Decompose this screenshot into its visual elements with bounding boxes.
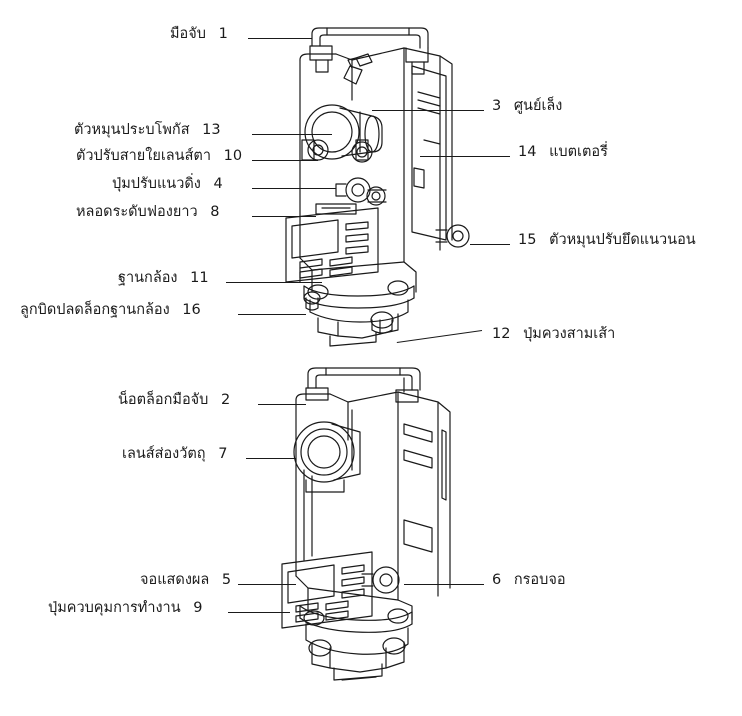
callout-horizontal-tangent-screw <box>518 232 696 249</box>
callout-sighting-number: 3 <box>492 98 502 114</box>
callout-vertical-clamp-number: 4 <box>213 176 223 192</box>
callout-objective-number: 7 <box>218 446 228 462</box>
callout-tribrach-lock-text: ลูกบิดปลดล็อกฐานกล้อง <box>20 302 170 318</box>
callout-handle-number: 1 <box>218 26 228 42</box>
callout-display-frame-number: 6 <box>492 572 502 588</box>
callout-foot-screws-number: 12 <box>492 326 511 342</box>
leader-6 <box>404 584 484 585</box>
callout-plate-level-vial <box>76 204 219 221</box>
leader-14 <box>420 156 510 157</box>
callout-vertical-clamp-text: ปุ่มปรับแนวดิ่ง <box>112 176 201 192</box>
leader-2 <box>258 404 306 405</box>
callout-display <box>140 572 231 589</box>
callout-tangent-number: 15 <box>518 232 537 248</box>
callout-tribrach-lock-number: 16 <box>182 302 201 318</box>
callout-focusing-number: 13 <box>202 122 221 138</box>
callout-objective-lens <box>122 446 227 463</box>
lower-instrument-figure <box>282 368 450 680</box>
leader-11 <box>226 282 322 283</box>
callout-eyepiece-text: ตัวปรับสายใยเลนส์ตา <box>76 148 211 164</box>
callout-focusing-text: ตัวหมุนประบโพกัส <box>74 122 190 138</box>
callout-plate-level-number: 8 <box>210 204 220 220</box>
callout-handle-lock-text: น็อตล็อกมือจับ <box>118 392 209 408</box>
callout-tribrach <box>118 270 209 287</box>
leader-1 <box>248 38 312 39</box>
callout-tribrach-text: ฐานกล้อง <box>118 270 178 286</box>
callout-sighting-collimator <box>492 98 562 115</box>
callout-sighting-text: ศูนย์เล็ง <box>513 98 563 114</box>
callout-plate-level-text: หลอดระดับฟองยาว <box>76 204 198 220</box>
callout-eyepiece-number: 10 <box>223 148 243 164</box>
leader-13 <box>252 134 332 135</box>
callout-battery-number: 14 <box>518 144 537 160</box>
leader-9 <box>228 612 290 613</box>
callout-leveling-foot-screws <box>492 326 615 343</box>
callout-handle-lock-screw <box>118 392 230 409</box>
callout-vertical-clamp <box>112 176 223 193</box>
callout-handle-text: มือจับ <box>170 26 206 42</box>
callout-foot-screws-text: ปุ่มควงสามเส้า <box>523 326 616 342</box>
upper-instrument-figure <box>286 28 469 346</box>
leader-7 <box>246 458 296 459</box>
callout-handle <box>170 26 228 43</box>
leader-16 <box>238 314 306 315</box>
leader-4 <box>252 188 336 189</box>
leader-5 <box>238 584 296 585</box>
callout-tribrach-number: 11 <box>190 270 209 286</box>
callout-battery <box>518 144 608 161</box>
callout-objective-text: เลนส์ส่องวัตถุ <box>122 446 206 462</box>
callout-tangent-text: ตัวหมุนปรับยึดแนวนอน <box>549 232 696 248</box>
callout-operation-keys-number: 9 <box>193 600 203 616</box>
callout-display-frame-text: กรอบจอ <box>513 572 566 588</box>
callout-eyepiece-reticle-adjust <box>76 148 242 165</box>
callout-display-frame <box>492 572 566 589</box>
callout-focusing-knob <box>74 122 221 139</box>
callout-display-text: จอแสดงผล <box>140 572 210 588</box>
callout-battery-text: แบตเตอรี่ <box>549 144 608 160</box>
callout-tribrach-locking-knob <box>20 302 201 319</box>
leader-10 <box>252 160 318 161</box>
callout-operation-keys-text: ปุ่มควบคุมการทำงาน <box>48 600 181 616</box>
callout-operation-keys <box>48 600 202 617</box>
leader-15 <box>470 244 510 245</box>
leader-8 <box>252 216 316 217</box>
leader-3 <box>372 110 484 111</box>
callout-display-number: 5 <box>221 572 232 588</box>
callout-handle-lock-number: 2 <box>221 392 231 408</box>
